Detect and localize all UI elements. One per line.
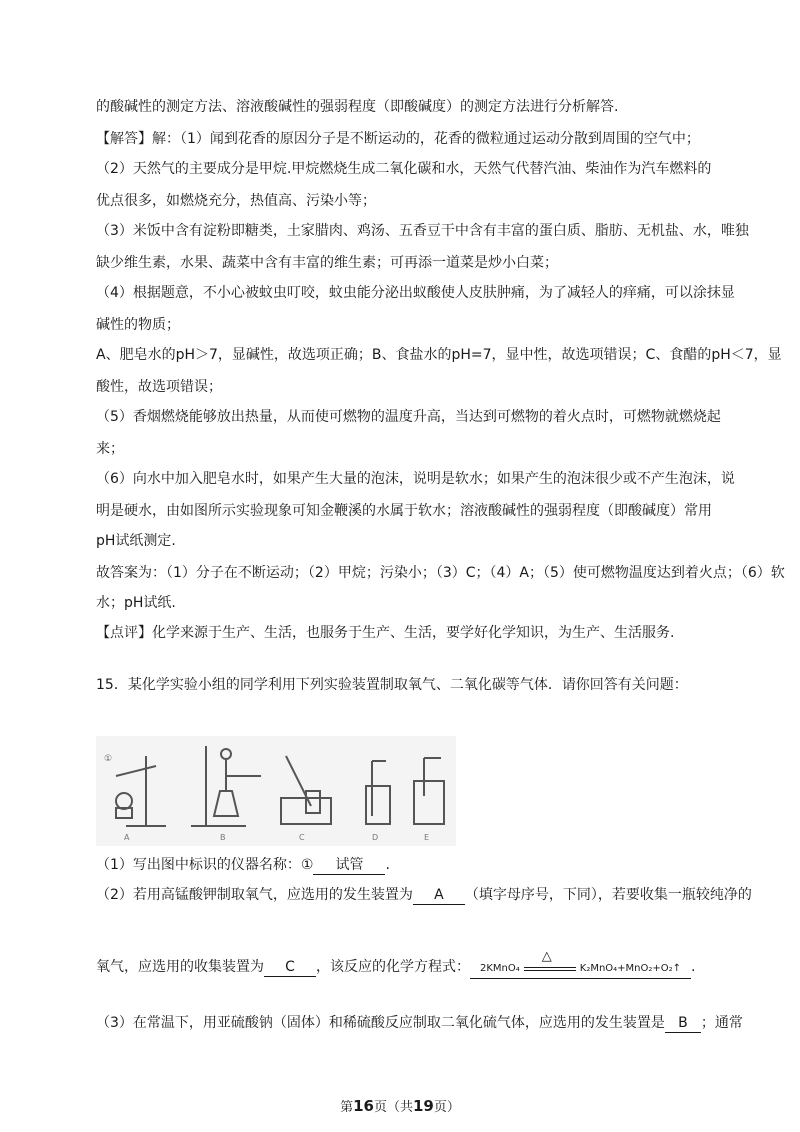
question-part-2b: 氧气，应选用的收集装置为 C ，该反应的化学方程式： 2KMnO₄ △ K₂MnO₄+MnO₂+O₂↑ . bbox=[96, 958, 696, 979]
apparatus-label-e: E bbox=[424, 833, 430, 842]
text-line: （2）天然气的主要成分是甲烷.甲烷燃烧生成二氧化碳和水，天然气代替汽油、柴油作为汽车燃料的 bbox=[96, 161, 712, 177]
text-line: （4）根据题意，不小心被蚊虫叮咬，蚊虫能分泌出蚁酸使人皮肤肿痛，为了减轻人的痒痛，可以涂抹显 bbox=[96, 285, 735, 301]
answer-3: B bbox=[665, 1014, 701, 1033]
text-line: 【解答】解：（1）闻到花香的原因分子是不断运动的，花香的微粒通过运动分散到周围的空气中； bbox=[96, 131, 700, 147]
page-footer: 第16页（共19页） bbox=[340, 1097, 460, 1115]
text-line: （6）向水中加入肥皂水时，如果产生大量的泡沫，说明是软水；如果产生的泡沫很少或不产生泡沫，说 bbox=[96, 471, 735, 487]
answer-2b: C bbox=[264, 958, 316, 977]
text-line: 的酸碱性的测定方法、溶液酸碱性的强弱程度（即酸碱度）的测定方法进行分析解答. bbox=[96, 99, 619, 115]
text-line: 缺少维生素，水果、蔬菜中含有丰富的维生素；可再添一道菜是炒小白菜； bbox=[96, 255, 558, 271]
question-15: 15．某化学实验小组的同学利用下列实验装置制取氧气、二氧化碳等气体．请你回答有关问题： bbox=[96, 677, 688, 693]
apparatus-label-d: D bbox=[372, 833, 379, 842]
question-part-3: （3）在常温下，用亚硫酸钠（固体）和稀硫酸反应制取二氧化硫气体，应选用的发生装置是 B ；通常 bbox=[96, 1015, 743, 1031]
text-line: A、肥皂水的pH＞7，显碱性，故选项正确；B、食盐水的pH=7，显中性，故选项错误；C、食醋的pH＜7，显 bbox=[96, 347, 782, 363]
apparatus-label-b: B bbox=[220, 833, 226, 842]
answer-2a: A bbox=[413, 886, 465, 905]
apparatus-label-1: ① bbox=[104, 754, 113, 764]
text-line: 故答案为：（1）分子在不断运动；（2）甲烷；污染小；（3）C；（4）A；（5）使可燃物温度达到着火点；（6）软 bbox=[96, 565, 785, 581]
chemical-equation: 2KMnO₄ △ K₂MnO₄+MnO₂+O₂↑ bbox=[470, 958, 691, 979]
question-part-2a: （2）若用高锰酸钾制取氧气，应选用的发生装置为 A （填字母序号，下同），若要收集一瓶较纯净的 bbox=[96, 887, 752, 903]
text-line: 明是硬水，由如图所示实验现象可知金鞭溪的水属于软水；溶液酸碱性的强弱程度（即酸碱度）常用 bbox=[96, 503, 712, 519]
text-line: 来； bbox=[96, 441, 124, 457]
text-line: （3）米饭中含有淀粉即糖类，土家腊肉、鸡汤、五香豆干中含有丰富的蛋白质、脂肪、无机盐、水，唯独 bbox=[96, 223, 749, 239]
text-line: pH试纸测定. bbox=[96, 533, 176, 549]
apparatus-label-c: C bbox=[299, 833, 305, 842]
apparatus-label-a: A bbox=[124, 833, 130, 842]
text-line: 水；pH试纸. bbox=[96, 595, 176, 611]
text-line: （5）香烟燃烧能够放出热量，从而使可燃物的温度升高，当达到可燃物的着火点时，可燃物就燃烧起 bbox=[96, 409, 721, 425]
text-line: 【点评】化学来源于生产、生活，也服务于生产、生活，要学好化学知识，为生产、生活服务. bbox=[96, 625, 675, 641]
text-line: 碱性的物质； bbox=[96, 317, 180, 333]
text-line: 酸性，故选项错误； bbox=[96, 379, 222, 395]
text-line: 优点很多，如燃烧充分，热值高、污染小等； bbox=[96, 193, 376, 209]
answer-1: 试管 bbox=[313, 856, 385, 875]
apparatus-figure bbox=[96, 736, 456, 846]
question-part-1: （1）写出图中标识的仪器名称：① 试管 . bbox=[96, 857, 390, 873]
